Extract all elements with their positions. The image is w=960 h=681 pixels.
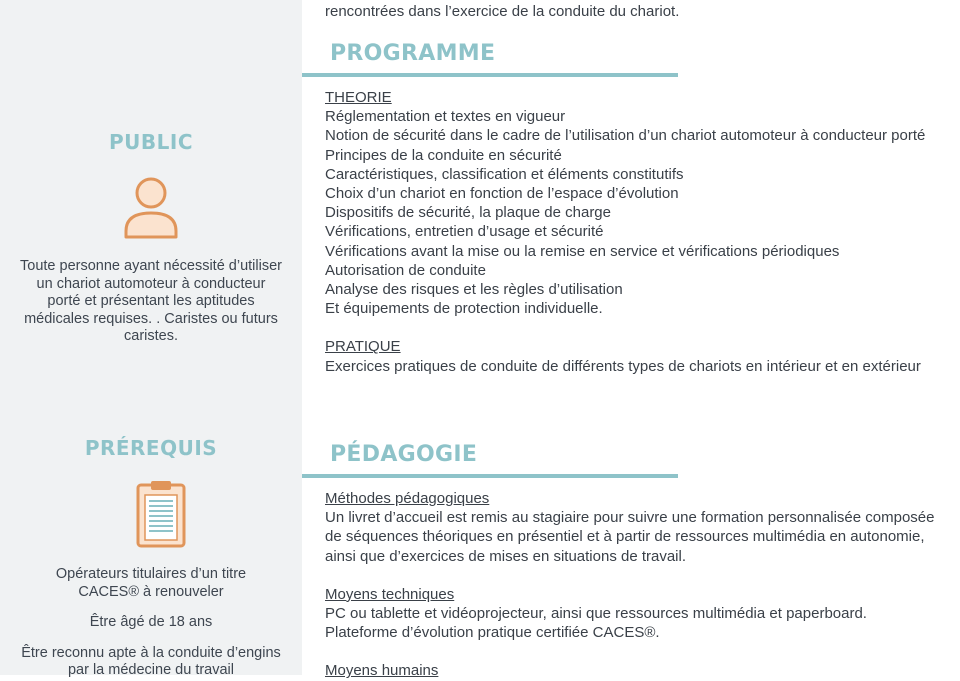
programme-content [325,88,935,376]
theorie-label: THEORIE [325,89,392,106]
theorie-item: Choix d’un chariot en fonction de l’espace d’évolution [325,185,679,203]
theorie-item: Vérifications, entretien d’usage et sécurité [325,223,604,241]
prerequis-line1: Opérateurs titulaires d’un titre CACES® à renouveler [55,566,247,600]
methodes-text: Un livret d’accueil est remis au stagiaire pour suivre une formation personnalisée composée de séquences théoriques en présentiel et à partir de ressources multimédia en autonomie, ainsi que d’exercices de mises en situations de travail. [325,509,935,565]
prerequis-line2: Être âgé de 18 ans [89,614,213,630]
prerequis-section [0,436,302,460]
moyens-humains-label: Moyens humains [325,662,439,680]
theorie-item: Analyse des risques et les règles d’utilisation [325,281,623,299]
person-icon [121,175,181,241]
methodes-label: Méthodes pédagogiques [325,490,490,507]
programme-rule [302,73,678,77]
moyens-techniques-line2: Plateforme d’évolution pratique certifiée CACES®. [325,624,660,642]
theorie-item: Caractéristiques, classification et éléments constitutifs [325,165,684,183]
theorie-item: Et équipements de protection individuelle. [325,300,603,318]
moyens-techniques-label: Moyens techniques [325,585,455,603]
theorie-item: Autorisation de conduite [325,261,486,279]
pedagogie-title: PÉDAGOGIE [330,442,478,467]
programme-title: PROGRAMME [330,41,496,66]
public-section [0,130,302,154]
pedagogie-rule [302,474,678,478]
prerequis-title: PRÉREQUIS [84,436,218,460]
theorie-item: Principes de la conduite en sécurité [325,146,562,164]
prerequis-text-block [0,566,302,680]
public-text: Toute personne ayant nécessité d’utiliser un chariot automoteur à conducteur porté et présentant les aptitudes médicales requises. . Caristes ou futurs caristes. [20,258,282,344]
moyens-techniques-line1: PC ou tablette et vidéoprojecteur, ainsi que ressources multimédia et paperboard. [325,605,867,623]
pratique-text: Exercices pratiques de conduite de différents types de chariots en intérieur et en extérieur [325,357,921,375]
public-title: PUBLIC [108,130,193,154]
pedagogie-content [325,489,935,681]
pratique-label: PRATIQUE [325,338,401,356]
theorie-item: Réglementation et textes en vigueur [325,108,566,126]
theorie-item: Notion de sécurité dans le cadre de l’utilisation d’un chariot automoteur à conducteur porté [325,127,926,145]
prerequis-line3: Être reconnu apte à la conduite d’engins par la médecine du travail [21,644,281,678]
public-text-block [0,258,302,346]
clipboard-icon [135,480,187,548]
theorie-item: Vérifications avant la mise ou la remise en service et vérifications périodiques [325,242,840,260]
theorie-item: Dispositifs de sécurité, la plaque de charge [325,204,611,222]
top-line: rencontrées dans l’exercice de la conduite du chariot. [325,3,680,20]
